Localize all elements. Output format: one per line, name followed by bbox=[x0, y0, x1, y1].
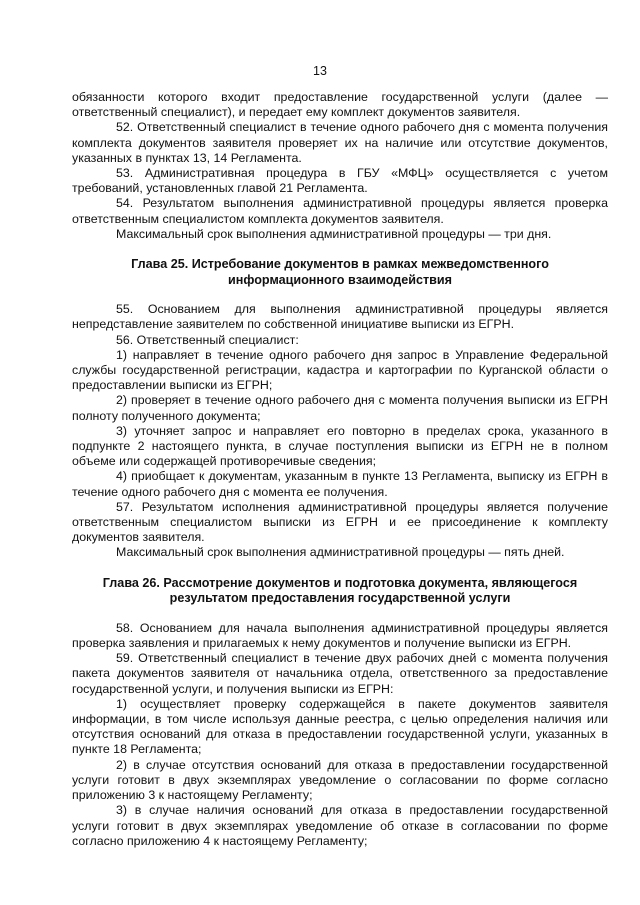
chapter-25-title-line-2: информационного взаимодействия bbox=[228, 272, 452, 287]
paragraph-59-item-1: 1) осуществляет проверку содержащейся в пакете документов заявителя информации, в том числе используя данные реестра, с целью определения наличия или отсутствия оснований для отказа в предоставлении государственной услуги, указанных в пункте 18 Регламента; bbox=[72, 696, 608, 757]
paragraph-55: 55. Основанием для выполнения административной процедуры является непредставление заявителем по собственной инициативе выписки из ЕГРН. bbox=[72, 302, 608, 332]
paragraph-53: 53. Административная процедура в ГБУ «МФЦ» осуществляется с учетом требований, установленных главой 21 Регламента. bbox=[72, 166, 608, 196]
paragraph-59-item-3: 3) в случае наличия оснований для отказа в предоставлении государственной услуги готовит в двух экземплярах уведомление об отказе в согласовании по форме согласно приложению 4 к настоящему Регламенту; bbox=[72, 803, 608, 848]
paragraph-56: 56. Ответственный специалист: bbox=[116, 332, 299, 347]
paragraph-51-continuation: обязанности которого входит предоставление государственной услуги (далее — ответственный специалист), и передает ему комплект документов заявителя. bbox=[72, 90, 608, 120]
chapter-25-title-line-1: Глава 25. Истребование документов в рамках межведомственного bbox=[131, 257, 549, 272]
paragraph-59-item-2: 2) в случае отсутствия оснований для отказа в предоставлении государственной услуги готовит в двух экземплярах уведомление о согласовании по форме согласно приложению 3 к настоящему Регламенту; bbox=[72, 757, 608, 803]
paragraph-59: 59. Ответственный специалист в течение двух рабочих дней с момента получения пакета документов заявителя от начальника отдела, ответственного за предоставление государственной услуги, и получения выписки из ЕГРН: bbox=[72, 651, 608, 696]
paragraph-58: 58. Основанием для начала выполнения административной процедуры является проверка заявления и прилагаемых к нему документов и получение выписки из ЕГРН. bbox=[72, 620, 608, 651]
paragraph-deadline-3-days: Максимальный срок выполнения административной процедуры — три дня. bbox=[116, 226, 552, 241]
paragraph-57: 57. Результатом исполнения административной процедуры является получение ответственным специалистом выписки из ЕГРН и ее присоединение к комплекту документов заявителя. bbox=[72, 499, 608, 545]
paragraph-56-item-3: 3) уточняет запрос и направляет его повторно в пределах срока, указанного в подпункте 2 настоящего пункта, в случае поступления выписки из ЕГРН не в полном объеме или содержащей противоречивые сведения; bbox=[72, 423, 608, 469]
paragraph-56-item-4: 4) приобщает к документам, указанным в пункте 13 Регламента, выписку из ЕГРН в течение одного рабочего дня с момента ее получения. bbox=[72, 469, 608, 499]
paragraph-52: 52. Ответственный специалист в течение одного рабочего дня с момента получения комплекта документов заявителя проверяет их на наличие или отсутствие документов, указанных в пунктах 13, 14 Регламента. bbox=[72, 120, 608, 165]
paragraph-56-item-1: 1) направляет в течение одного рабочего дня запрос в Управление Федеральной службы государственной регистрации, кадастра и картографии по Курганской области о предоставлении выписки из ЕГРН; bbox=[72, 347, 608, 393]
chapter-26-title-line-2: результатом предоставления государственной услуги bbox=[169, 591, 511, 606]
chapter-25-heading bbox=[72, 257, 608, 288]
paragraph-deadline-5-days: Максимальный срок выполнения административной процедуры — пять дней. bbox=[116, 545, 565, 560]
page-number: 13 bbox=[313, 64, 327, 78]
paragraph-54: 54. Результатом выполнения административной процедуры является проверка ответственным специалистом комплекта документов заявителя. bbox=[72, 196, 608, 226]
paragraph-56-item-2: 2) проверяет в течение одного рабочего дня с момента получения выписки из ЕГРН полноту полученного документа; bbox=[72, 393, 608, 423]
document-body bbox=[72, 90, 608, 849]
chapter-26-title-line-1: Глава 26. Рассмотрение документов и подготовка документа, являющегося bbox=[102, 575, 578, 590]
chapter-26-heading bbox=[72, 576, 608, 607]
